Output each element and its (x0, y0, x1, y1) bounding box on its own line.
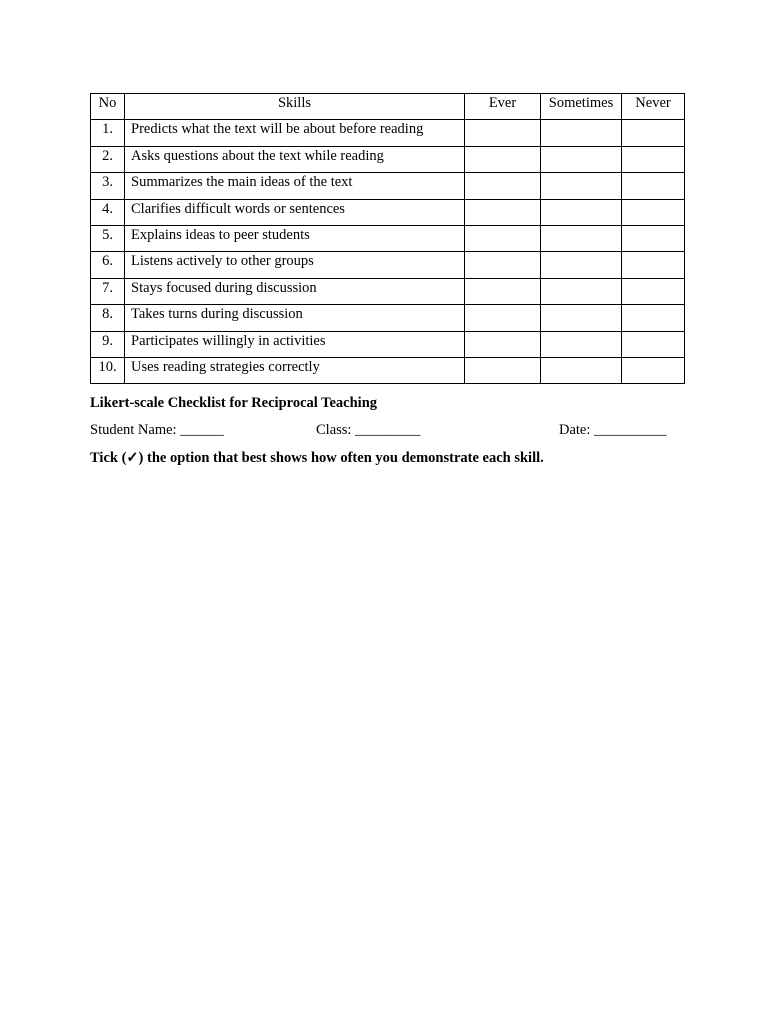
student-info-row (90, 421, 684, 439)
table-row (91, 252, 685, 278)
ever-cell[interactable] (465, 199, 541, 225)
table-row (91, 173, 685, 199)
instruction-text: Tick (✓) the option that best shows how often you demonstrate each skill. (90, 450, 544, 466)
date-field[interactable]: Date: __________ (559, 422, 667, 438)
ever-cell[interactable] (465, 173, 541, 199)
header-ever: Ever (465, 94, 541, 120)
ever-cell[interactable] (465, 120, 541, 146)
sometimes-cell[interactable] (541, 199, 622, 225)
ever-cell[interactable] (465, 305, 541, 331)
sometimes-cell[interactable] (541, 357, 622, 383)
header-never: Never (622, 94, 685, 120)
table-caption: Likert-scale Checklist for Reciprocal Teaching (90, 395, 378, 411)
ever-cell[interactable] (465, 146, 541, 172)
sometimes-cell[interactable] (541, 225, 622, 251)
ever-cell[interactable] (465, 225, 541, 251)
row-number: 3. (91, 173, 125, 199)
row-number: 6. (91, 252, 125, 278)
table-row (91, 120, 685, 146)
ever-cell[interactable] (465, 331, 541, 357)
ever-cell[interactable] (465, 252, 541, 278)
never-cell[interactable] (622, 199, 685, 225)
never-cell[interactable] (622, 173, 685, 199)
row-skill: Uses reading strategies correctly (125, 357, 465, 383)
row-skill: Asks questions about the text while reading (125, 146, 465, 172)
row-skill: Explains ideas to peer students (125, 225, 465, 251)
row-number: 4. (91, 199, 125, 225)
row-number: 7. (91, 278, 125, 304)
row-skill: Summarizes the main ideas of the text (125, 173, 465, 199)
sometimes-cell[interactable] (541, 173, 622, 199)
sometimes-cell[interactable] (541, 120, 622, 146)
row-skill: Participates willingly in activities (125, 331, 465, 357)
sometimes-cell[interactable] (541, 252, 622, 278)
row-number: 9. (91, 331, 125, 357)
never-cell[interactable] (622, 120, 685, 146)
sometimes-cell[interactable] (541, 278, 622, 304)
never-cell[interactable] (622, 278, 685, 304)
class-field[interactable]: Class: _________ (316, 422, 421, 438)
table-row (91, 331, 685, 357)
skills-checklist-table (90, 93, 685, 384)
never-cell[interactable] (622, 225, 685, 251)
row-number: 2. (91, 146, 125, 172)
never-cell[interactable] (622, 357, 685, 383)
header-sometimes: Sometimes (541, 94, 622, 120)
never-cell[interactable] (622, 305, 685, 331)
table-row (91, 225, 685, 251)
sometimes-cell[interactable] (541, 331, 622, 357)
header-skills: Skills (125, 94, 465, 120)
row-skill: Takes turns during discussion (125, 305, 465, 331)
table-row (91, 199, 685, 225)
row-number: 5. (91, 225, 125, 251)
table-row (91, 357, 685, 383)
table-header-row (91, 94, 685, 120)
row-number: 10. (91, 357, 125, 383)
row-number: 8. (91, 305, 125, 331)
never-cell[interactable] (622, 331, 685, 357)
row-skill: Stays focused during discussion (125, 278, 465, 304)
never-cell[interactable] (622, 252, 685, 278)
table-row (91, 305, 685, 331)
row-skill: Listens actively to other groups (125, 252, 465, 278)
never-cell[interactable] (622, 146, 685, 172)
table-row (91, 146, 685, 172)
header-no: No (91, 94, 125, 120)
ever-cell[interactable] (465, 278, 541, 304)
sometimes-cell[interactable] (541, 305, 622, 331)
student-name-field[interactable]: Student Name: ______ (90, 422, 224, 438)
row-skill: Predicts what the text will be about before reading (125, 120, 465, 146)
sometimes-cell[interactable] (541, 146, 622, 172)
row-skill: Clarifies difficult words or sentences (125, 199, 465, 225)
row-number: 1. (91, 120, 125, 146)
ever-cell[interactable] (465, 357, 541, 383)
table-row (91, 278, 685, 304)
